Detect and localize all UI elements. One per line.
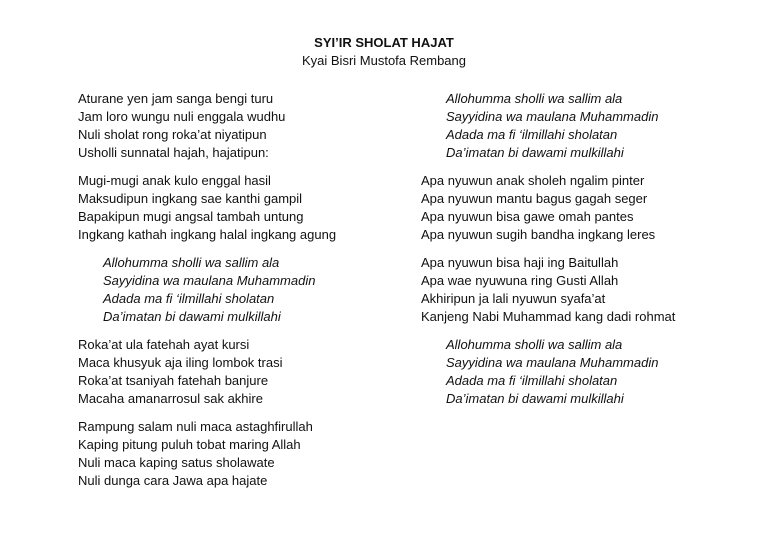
refrain-stanza: [78, 254, 418, 326]
poem-line: Da’imatan bi dawami mulkillahi: [103, 309, 281, 324]
poem-line: Nuli dunga cara Jawa apa hajate: [78, 473, 268, 488]
refrain-stanza: [421, 90, 751, 162]
poem-line: Apa nyuwun anak sholeh ngalim pinter: [421, 173, 645, 188]
poem-line: Sayyidina wa maulana Muhammadin: [446, 355, 659, 370]
verse-stanza: [78, 336, 418, 408]
verse-stanza: [78, 172, 418, 244]
poem-line: Allohumma sholli wa sallim ala: [103, 255, 280, 270]
poem-line: Roka’at ula fatehah ayat kursi: [78, 337, 250, 352]
verse-stanza: [421, 172, 751, 244]
poem-line: Jam loro wungu nuli enggala wudhu: [78, 109, 286, 124]
refrain-stanza: [421, 336, 751, 408]
poem-line: Rampung salam nuli maca astaghfirullah: [78, 419, 313, 434]
poem-line: Akhiripun ja lali nyuwun syafa’at: [421, 291, 606, 306]
poem-line: Nuli sholat rong roka’at niyatipun: [78, 127, 267, 142]
poem-line: Usholli sunnatal hajah, hajatipun:: [78, 145, 269, 160]
poem-line: Aturane yen jam sanga bengi turu: [78, 91, 274, 106]
poem-line: Roka’at tsaniyah fatehah banjure: [78, 373, 269, 388]
poem-line: Nuli maca kaping satus sholawate: [78, 455, 275, 470]
poem-line: Apa nyuwun mantu bagus gagah seger: [421, 191, 648, 206]
right-column: [421, 90, 751, 418]
poem-line: Kanjeng Nabi Muhammad kang dadi rohmat: [421, 309, 676, 324]
poem-line: Da’imatan bi dawami mulkillahi: [446, 391, 624, 406]
verse-stanza: [421, 254, 751, 326]
poem-line: Adada ma fi ‘ilmillahi sholatan: [446, 127, 618, 142]
poem-line: Da’imatan bi dawami mulkillahi: [446, 145, 624, 160]
poem-line: Apa wae nyuwuna ring Gusti Allah: [421, 273, 619, 288]
poem-line: Maksudipun ingkang sae kanthi gampil: [78, 191, 303, 206]
poem-line: Mugi-mugi anak kulo enggal hasil: [78, 173, 271, 188]
verse-stanza: [78, 90, 418, 162]
poem-line: Sayyidina wa maulana Muhammadin: [446, 109, 659, 124]
left-column: [78, 90, 418, 500]
poem-line: Apa nyuwun sugih bandha ingkang leres: [421, 227, 656, 242]
verse-stanza: [78, 418, 418, 490]
poem-line: Bapakipun mugi angsal tambah untung: [78, 209, 304, 224]
poem-line: Macaha amanarrosul sak akhire: [78, 391, 263, 406]
poem-line: Kaping pitung puluh tobat maring Allah: [78, 437, 301, 452]
poem-line: Maca khusyuk aja iling lombok trasi: [78, 355, 283, 370]
poem-line: Apa nyuwun bisa gawe omah pantes: [421, 209, 634, 224]
poem-line: Apa nyuwun bisa haji ing Baitullah: [421, 255, 619, 270]
poem-line: Ingkang kathah ingkang halal ingkang agung: [78, 227, 337, 242]
poem-line: Allohumma sholli wa sallim ala: [446, 337, 623, 352]
document-author: Kyai Bisri Mustofa Rembang: [301, 53, 466, 68]
poem-line: Adada ma fi ‘ilmillahi sholatan: [446, 373, 618, 388]
poem-line: Allohumma sholli wa sallim ala: [446, 91, 623, 106]
poem-line: Sayyidina wa maulana Muhammadin: [103, 273, 316, 288]
poem-line: Adada ma fi ‘ilmillahi sholatan: [103, 291, 275, 306]
document-title: SYI’IR SHOLAT HAJAT: [314, 35, 454, 50]
